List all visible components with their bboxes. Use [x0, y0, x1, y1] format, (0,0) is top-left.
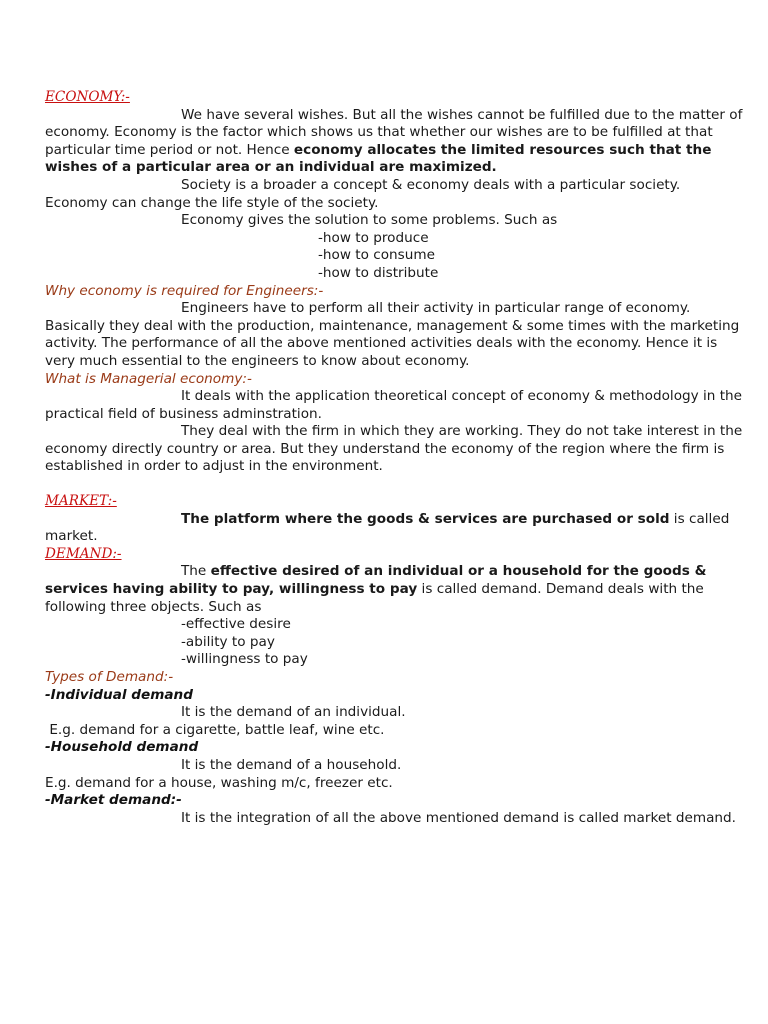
market-text-plain: is called market.	[45, 510, 730, 545]
heading-household-demand: -Household demand	[45, 739, 199, 756]
managerial-text-1: It deals with the application theoretical concept of economy & methodology in the practical field of business adminstration.	[45, 388, 743, 422]
managerial-text-2: They deal with the firm in which they are working. They do not take interest in the economy directly country or area. But they understand the economy of the region where the firm is established in order to adjust in the environment.	[45, 423, 743, 475]
market-text-bold: The platform where the goods & services are purchased or sold	[181, 510, 670, 527]
heading-demand: DEMAND:-	[45, 545, 122, 562]
paragraph-economy-definition	[45, 107, 745, 177]
list-item: -how to produce	[318, 229, 429, 246]
list-demand-objects	[45, 616, 745, 669]
heading-types-of-demand: Types of Demand:-	[45, 669, 174, 685]
paragraph-economy-solution: Economy gives the solution to some problems. Such as	[181, 212, 558, 229]
paragraph-individual-1: It is the demand of an individual.	[181, 704, 406, 721]
economy-text-bold: economy allocates the limited resources such that the wishes of a particular area or an individual are maximized.	[45, 141, 712, 176]
list-item: -how to distribute	[318, 264, 439, 281]
paragraph-market	[45, 511, 745, 546]
paragraph-individual-2: E.g. demand for a cigarette, battle leaf, wine etc.	[45, 721, 385, 738]
paragraph-managerial-2	[45, 423, 745, 476]
spacer	[45, 476, 745, 493]
list-item: -effective desire	[181, 616, 291, 633]
market-demand-text: It is the integration of all the above mentioned demand is called market demand.	[181, 809, 736, 826]
paragraph-market-demand	[45, 810, 745, 828]
heading-managerial: What is Managerial economy:-	[45, 370, 252, 387]
document-body	[45, 89, 745, 827]
heading-market-demand: -Market demand:-	[45, 792, 182, 809]
engineers-text: Engineers have to perform all their activity in particular range of economy. Basically they deal with the production, maintenance, management & some times with the marketing activity. The performance of all the above mentioned activities deals with the economy. Hence it is very much essential to the engineers to know about economy.	[45, 300, 740, 369]
heading-engineers: Why economy is required for Engineers:-	[45, 282, 324, 299]
heading-individual-demand: -Individual demand	[45, 686, 193, 703]
paragraph-economy-society	[45, 177, 745, 212]
list-economy-problems	[45, 230, 745, 283]
demand-text-a: The	[181, 563, 211, 580]
economy-society-text: Society is a broader a concept & economy deals with a particular society. Economy can change the life style of the society.	[45, 176, 681, 211]
paragraph-demand	[45, 563, 745, 616]
heading-market: MARKET:-	[45, 493, 117, 510]
demand-text-c: is called demand. Demand deals with the following three objects. Such as	[45, 581, 704, 615]
paragraph-managerial-1	[45, 388, 745, 423]
paragraph-household-1: It is the demand of a household.	[181, 756, 402, 773]
economy-text-plain: We have several wishes. But all the wishes cannot be fulfilled due to the matter of economy. Economy is the factor which shows us that whether our wishes are to be fulfilled at that particular time period or not. Hence	[45, 106, 743, 158]
list-item: -willingness to pay	[181, 651, 308, 668]
list-item: -ability to pay	[181, 633, 275, 650]
paragraph-engineers	[45, 300, 745, 370]
demand-text-bold: effective desired of an individual or a household for the goods & services having ability to pay, willingness to pay	[45, 563, 707, 598]
heading-economy: ECONOMY:-	[45, 89, 130, 105]
list-item: -how to consume	[318, 247, 435, 264]
paragraph-household-2: E.g. demand for a house, washing m/c, freezer etc.	[45, 774, 393, 791]
